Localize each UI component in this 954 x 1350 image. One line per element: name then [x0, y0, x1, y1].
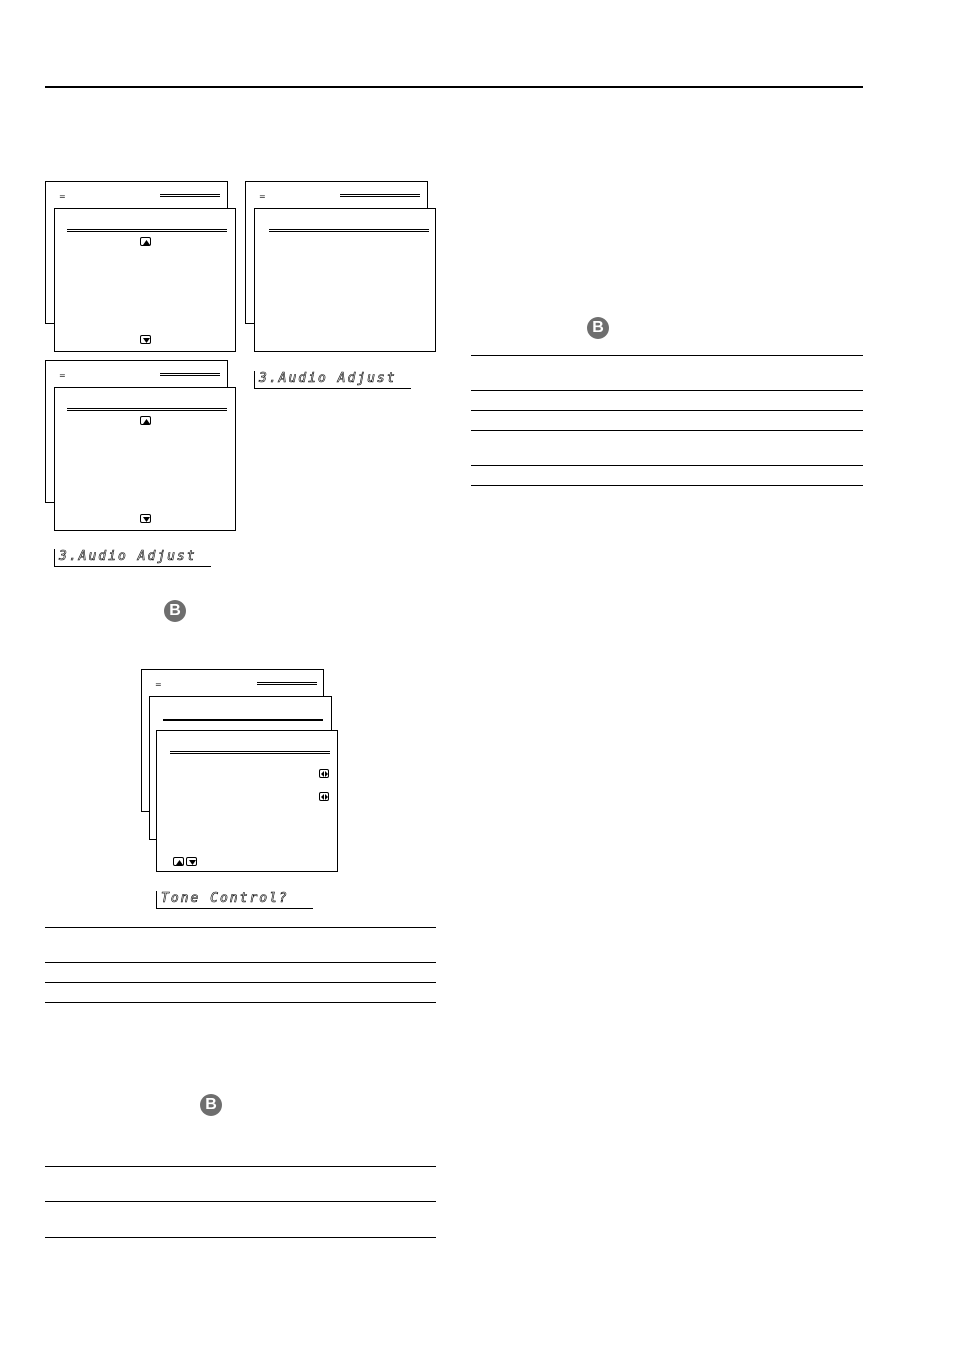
b-badge-icon: B [200, 1094, 222, 1116]
table-rule [471, 355, 863, 356]
title-underline [340, 194, 420, 197]
osd-front-screen [254, 208, 436, 352]
down-arrow-icon [140, 335, 151, 344]
up-arrow-icon [173, 857, 184, 866]
fl-display-audio-adjust: 3.Audio Adjust [254, 371, 411, 389]
title-underline [170, 751, 330, 754]
title-underline [67, 408, 227, 411]
title-underline [160, 194, 220, 197]
down-arrow-icon [186, 857, 197, 866]
table-rule [471, 410, 863, 411]
title-underline [257, 682, 317, 685]
table-rule [45, 1002, 436, 1003]
b-badge-icon: B [587, 317, 609, 339]
fl-display-tone-control: Tone Control? [156, 891, 313, 909]
table-rule [471, 485, 863, 486]
b-badge-icon: B [164, 600, 186, 622]
top-rule [45, 86, 863, 88]
screen-marker: = [259, 192, 266, 201]
up-arrow-icon [140, 416, 151, 425]
osd-front-screen [54, 387, 236, 531]
screen-marker: = [59, 192, 66, 201]
table-rule [45, 1166, 436, 1167]
table-rule [45, 1201, 436, 1202]
title-underline [163, 719, 323, 721]
title-underline [269, 229, 429, 232]
left-right-arrow-icon [319, 792, 329, 801]
table-rule [45, 927, 436, 928]
title-underline [160, 373, 220, 376]
up-arrow-icon [140, 237, 151, 246]
screen-marker: = [155, 680, 162, 689]
osd-front-screen [54, 208, 236, 352]
table-rule [45, 1237, 436, 1238]
table-rule [471, 390, 863, 391]
table-rule [471, 465, 863, 466]
left-right-arrow-icon [319, 769, 329, 778]
table-rule [45, 982, 436, 983]
osd-front-screen [156, 730, 338, 872]
table-rule [471, 430, 863, 431]
fl-display-audio-adjust: 3.Audio Adjust [54, 549, 211, 567]
title-underline [67, 229, 227, 232]
table-rule [45, 962, 436, 963]
down-arrow-icon [140, 514, 151, 523]
screen-marker: = [59, 371, 66, 380]
